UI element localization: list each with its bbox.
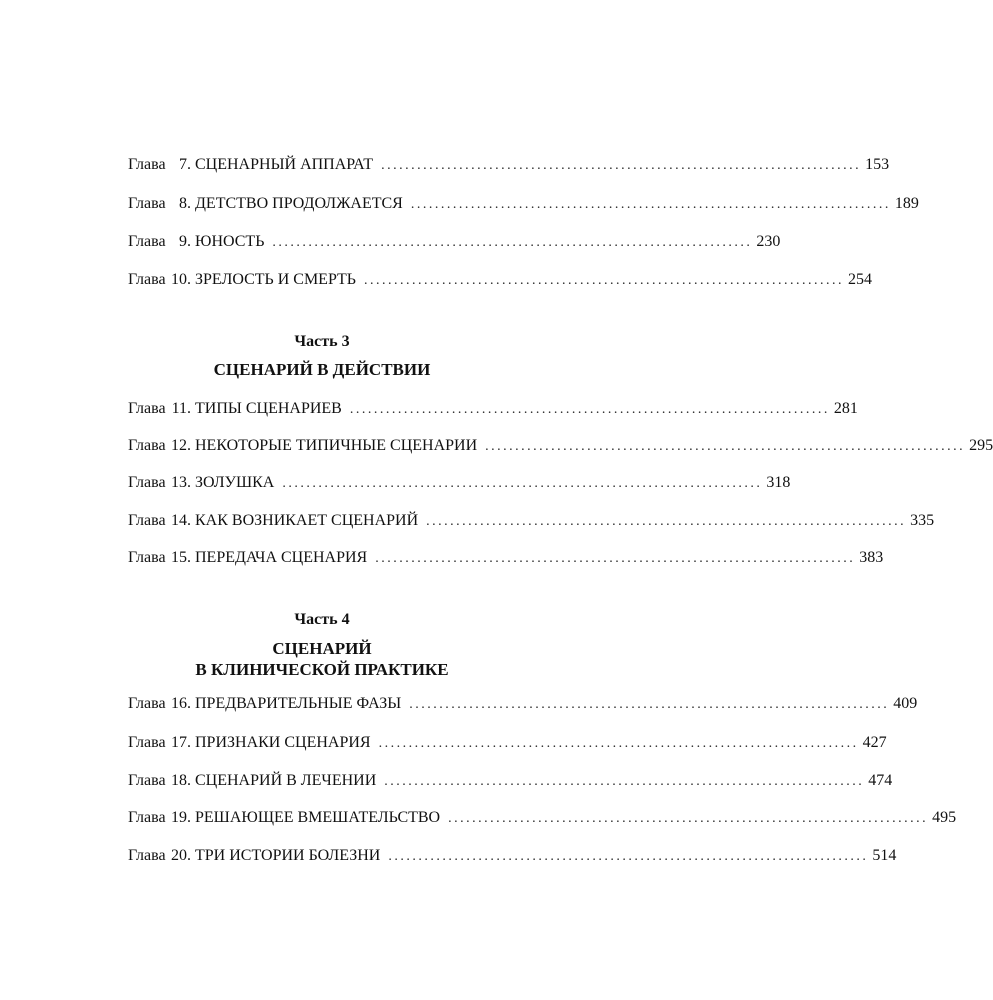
chapter-title: ТРИ ИСТОРИИ БОЛЕЗНИ — [195, 847, 381, 864]
chapter-prefix: Глава — [128, 400, 166, 417]
leader-dots: ................................................................................ — [375, 551, 856, 566]
chapter-number: 20. — [171, 847, 191, 864]
chapter-number: 16. — [171, 695, 191, 712]
page-number: 427 — [862, 734, 887, 751]
chapter-title: ТИПЫ СЦЕНАРИЕВ — [195, 400, 342, 417]
leader-dots: ................................................................................ — [388, 849, 869, 864]
chapter-prefix: Глава — [128, 809, 166, 826]
toc-entry[interactable] — [128, 437, 993, 459]
leader-dots: ................................................................................ — [364, 273, 844, 288]
part-3-title: СЦЕНАРИЙ В ДЕЙСТВИИ — [213, 360, 431, 379]
toc-entry[interactable] — [128, 195, 919, 217]
leader-dots: ................................................................................ — [426, 514, 907, 529]
chapter-prefix: Глава — [128, 195, 166, 212]
leader-dots: ................................................................................ — [349, 402, 830, 417]
chapter-number: 11. — [171, 400, 191, 417]
toc-entry[interactable] — [128, 772, 893, 794]
page-number: 495 — [932, 809, 957, 826]
chapter-title: ЗРЕЛОСТЬ И СМЕРТЬ — [195, 271, 356, 288]
chapter-prefix: Глава — [128, 549, 166, 566]
chapter-title: РЕШАЮЩЕЕ ВМЕШАТЕЛЬСТВО — [195, 809, 441, 826]
page-number: 514 — [872, 847, 897, 864]
chapter-prefix: Глава — [128, 233, 166, 250]
leader-dots: ................................................................................ — [272, 235, 753, 250]
chapter-title: НЕКОТОРЫЕ ТИПИЧНЫЕ СЦЕНАРИИ — [195, 437, 478, 454]
leader-dots: ................................................................................ — [384, 774, 865, 789]
part-3-label: Часть 3 — [294, 333, 350, 350]
chapter-prefix: Глава — [128, 734, 166, 751]
page-number: 295 — [969, 437, 993, 454]
page-number: 189 — [894, 195, 919, 212]
chapter-number: 12. — [171, 437, 191, 454]
page-number: 409 — [893, 695, 918, 712]
toc-entry[interactable] — [128, 271, 872, 293]
toc-entry[interactable] — [128, 156, 890, 178]
chapter-prefix: Глава — [128, 695, 166, 712]
page-number: 254 — [848, 271, 872, 288]
chapter-number: 8. — [179, 195, 191, 212]
page-number: 230 — [756, 233, 781, 250]
chapter-title: СЦЕНАРИЙ В ЛЕЧЕНИИ — [195, 772, 377, 789]
chapter-number: 7. — [179, 156, 191, 173]
toc-entry[interactable] — [128, 512, 935, 534]
part-4-title-line-1: СЦЕНАРИЙ — [272, 639, 372, 658]
toc-entry[interactable] — [128, 809, 957, 831]
chapter-prefix: Глава — [128, 271, 166, 288]
leader-dots: ................................................................................ — [381, 158, 862, 173]
toc-entry[interactable] — [128, 847, 897, 869]
chapter-prefix: Глава — [128, 512, 166, 529]
chapter-title: ЗОЛУШКА — [195, 474, 275, 491]
part-4-label: Часть 4 — [294, 611, 350, 628]
chapter-number: 10. — [171, 271, 191, 288]
leader-dots: ................................................................................ — [410, 197, 891, 212]
leader-dots: ................................................................................ — [409, 697, 890, 712]
chapter-number: 9. — [179, 233, 191, 250]
chapter-title: СЦЕНАРНЫЙ АППАРАТ — [195, 156, 374, 173]
chapter-prefix: Глава — [128, 847, 166, 864]
chapter-title: ПРИЗНАКИ СЦЕНАРИЯ — [195, 734, 371, 751]
chapter-prefix: Глава — [128, 772, 166, 789]
toc-entry[interactable] — [128, 400, 858, 422]
leader-dots: ................................................................................ — [448, 811, 929, 826]
page-number: 474 — [868, 772, 893, 789]
chapter-title: ПРЕДВАРИТЕЛЬНЫЕ ФАЗЫ — [195, 695, 402, 712]
chapter-title: ДЕТСТВО ПРОДОЛЖАЕТСЯ — [195, 195, 403, 212]
leader-dots: ................................................................................ — [282, 476, 763, 491]
page-number: 383 — [859, 549, 884, 566]
toc-entry[interactable] — [128, 549, 884, 571]
page-number: 335 — [910, 512, 935, 529]
chapter-prefix: Глава — [128, 437, 166, 454]
leader-dots: ................................................................................ — [378, 736, 859, 751]
chapter-number: 15. — [171, 549, 191, 566]
chapter-number: 17. — [171, 734, 191, 751]
part-4-title-line-2: В КЛИНИЧЕСКОЙ ПРАКТИКЕ — [195, 660, 449, 679]
toc-entry[interactable] — [128, 474, 791, 496]
page-number: 318 — [766, 474, 791, 491]
chapter-title: КАК ВОЗНИКАЕТ СЦЕНАРИЙ — [195, 512, 419, 529]
chapter-number: 14. — [171, 512, 191, 529]
chapter-number: 18. — [171, 772, 191, 789]
chapter-title: ПЕРЕДАЧА СЦЕНАРИЯ — [195, 549, 368, 566]
toc-entry[interactable] — [128, 734, 887, 756]
page-number: 153 — [865, 156, 890, 173]
chapter-number: 13. — [171, 474, 191, 491]
chapter-prefix: Глава — [128, 156, 166, 173]
chapter-title: ЮНОСТЬ — [195, 233, 265, 250]
leader-dots: ................................................................................ — [485, 439, 966, 454]
page-number: 281 — [833, 400, 858, 417]
chapter-number: 19. — [171, 809, 191, 826]
toc-entry[interactable] — [128, 233, 781, 255]
chapter-prefix: Глава — [128, 474, 166, 491]
toc-entry[interactable] — [128, 695, 918, 717]
